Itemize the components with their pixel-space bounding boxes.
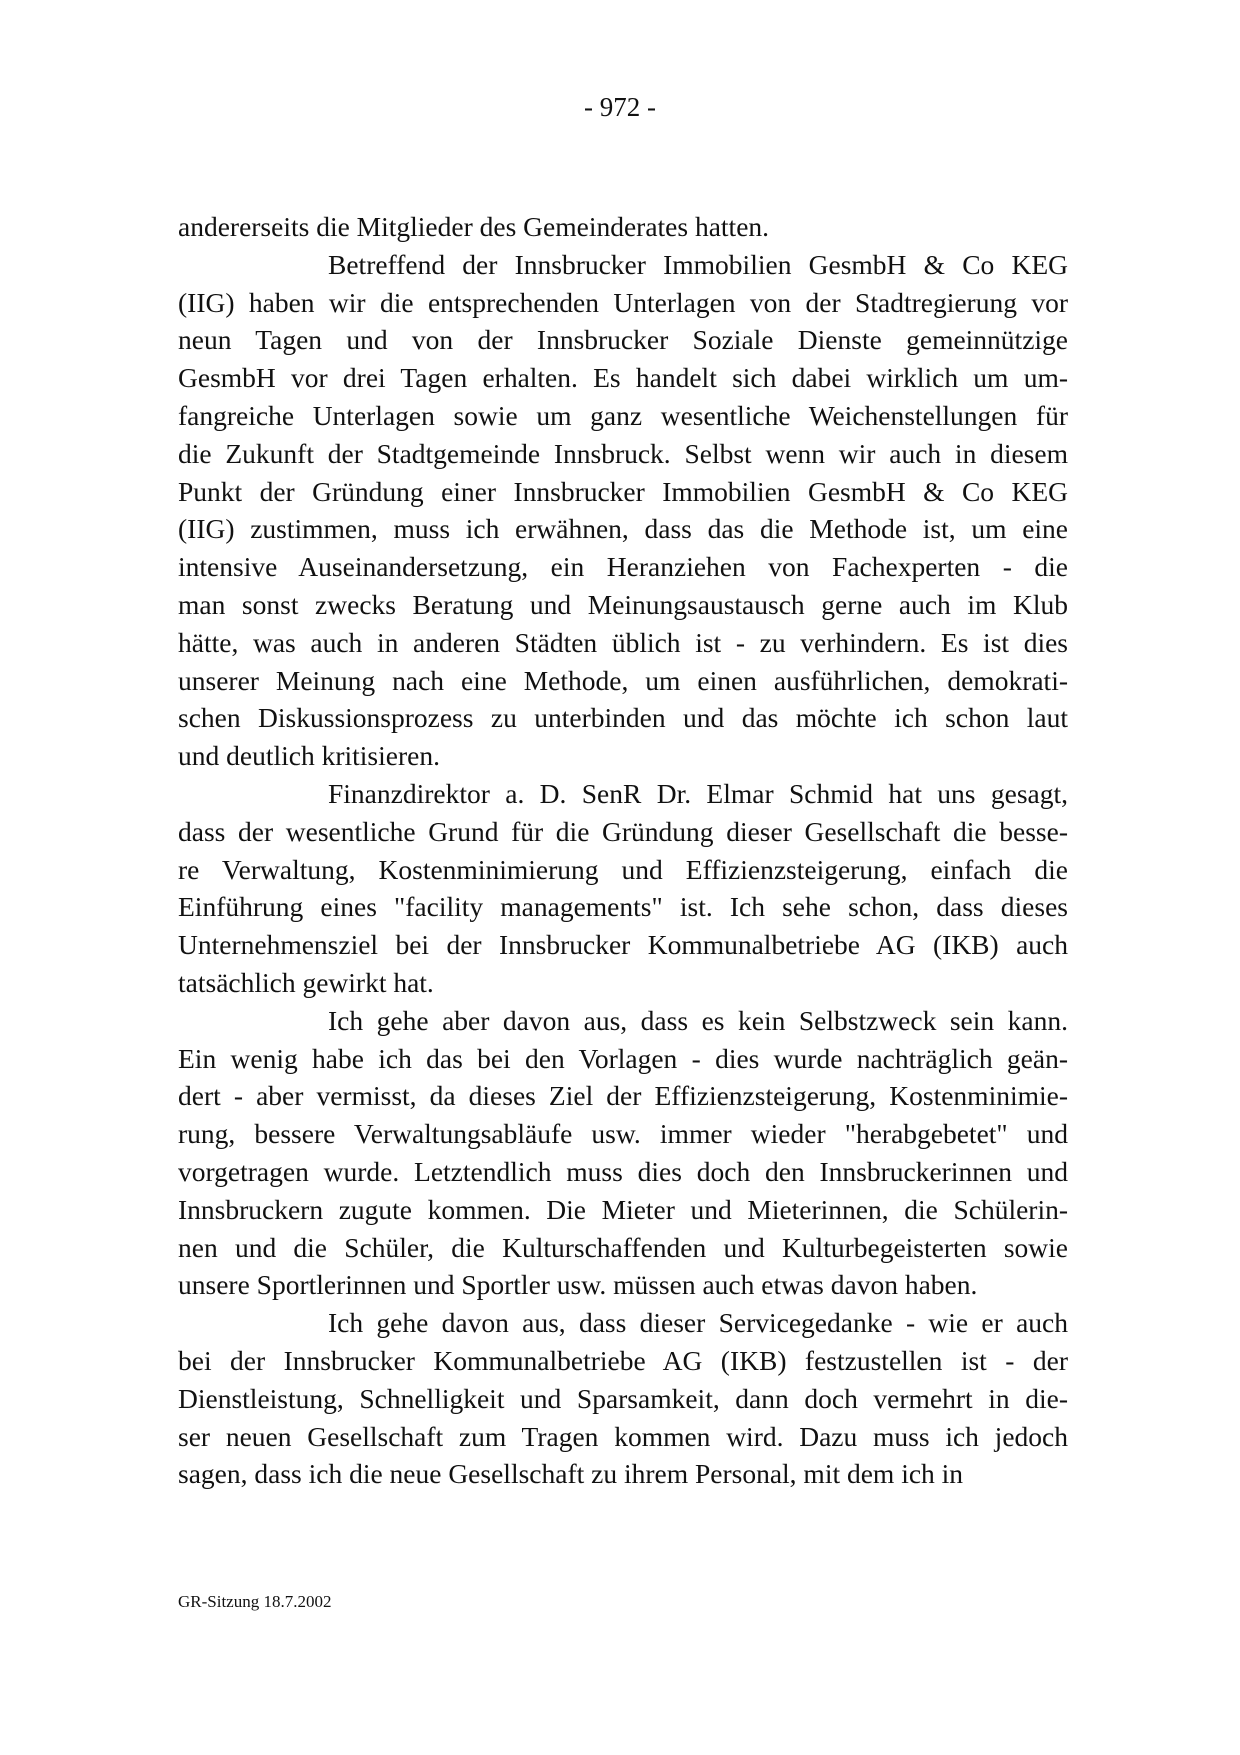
text-line: ser neuen Gesellschaft zum Tragen kommen wird. Dazu muss ich jedoch (178, 1420, 1068, 1452)
text-line: re Verwaltung, Kostenminimierung und Effizienzsteigerung, einfach die (178, 853, 1068, 885)
text-line: Betreffend der Innsbrucker Immobilien GesmbH & Co KEG (328, 248, 1068, 280)
text-line: man sonst zwecks Beratung und Meinungsaustausch gerne auch im Klub (178, 588, 1068, 620)
text-line: GesmbH vor drei Tagen erhalten. Es handelt sich dabei wirklich um um- (178, 362, 1068, 394)
text-line: sagen, dass ich die neue Gesellschaft zu ihrem Personal, mit dem ich in (178, 1458, 964, 1490)
paragraph (178, 1002, 1068, 1304)
footer-session-date: GR-Sitzung 18.7.2002 (178, 1592, 332, 1611)
paragraph (178, 246, 1068, 775)
text-line: rung, bessere Verwaltungsabläufe usw. immer wieder "herabgebetet" und (178, 1118, 1068, 1150)
text-line: intensive Auseinandersetzung, ein Heranziehen von Fachexperten - die (178, 551, 1068, 583)
text-line: schen Diskussionsprozess zu unterbinden und das möchte ich schon laut (178, 702, 1068, 734)
page-number: - 972 - (584, 92, 656, 122)
text-line: Ich gehe aber davon aus, dass es kein Selbstzweck sein kann. (328, 1004, 1068, 1036)
text-line: fangreiche Unterlagen sowie um ganz wesentliche Weichenstellungen für (178, 399, 1068, 431)
text-line: Dienstleistung, Schnelligkeit und Sparsamkeit, dann doch vermehrt in die- (178, 1382, 1068, 1414)
text-line: hätte, was auch in anderen Städten üblich ist - zu verhindern. Es ist dies (178, 626, 1068, 658)
text-line: tatsächlich gewirkt hat. (178, 966, 434, 998)
paragraph (178, 1304, 1068, 1493)
text-line: Innsbruckern zugute kommen. Die Mieter und Mieterinnen, die Schülerin- (178, 1193, 1068, 1225)
text-line: die Zukunft der Stadtgemeinde Innsbruck. Selbst wenn wir auch in diesem (178, 437, 1068, 469)
text-line: Ich gehe davon aus, dass dieser Servicegedanke - wie er auch (328, 1307, 1068, 1339)
text-line: andererseits die Mitglieder des Gemeinderates hatten. (178, 211, 770, 242)
text-line: und deutlich kritisieren. (178, 740, 440, 772)
text-line: Ein wenig habe ich das bei den Vorlagen - dies wurde nachträglich geän- (178, 1042, 1068, 1074)
text-line: Einführung eines "facility managements" ist. Ich sehe schon, dass dieses (178, 891, 1068, 923)
text-line: neun Tagen und von der Innsbrucker Soziale Dienste gemeinnützige (178, 324, 1068, 356)
text-line: (IIG) zustimmen, muss ich erwähnen, dass das die Methode ist, um eine (178, 513, 1068, 545)
body-text (178, 208, 1068, 1493)
text-line: bei der Innsbrucker Kommunalbetriebe AG (IKB) festzustellen ist - der (178, 1344, 1068, 1376)
text-line: unsere Sportlerinnen und Sportler usw. müssen auch etwas davon haben. (178, 1269, 978, 1301)
text-line: dert - aber vermisst, da dieses Ziel der Effizienzsteigerung, Kostenminimie- (178, 1080, 1068, 1112)
paragraph (178, 775, 1068, 1002)
text-line: nen und die Schüler, die Kulturschaffenden und Kulturbegeisterten sowie (178, 1231, 1068, 1263)
text-line: Finanzdirektor a. D. SenR Dr. Elmar Schmid hat uns gesagt, (328, 777, 1068, 809)
text-line: dass der wesentliche Grund für die Gründung dieser Gesellschaft die besse- (178, 815, 1068, 847)
text-line: vorgetragen wurde. Letztendlich muss dies doch den Innsbruckerinnen und (178, 1155, 1068, 1187)
paragraph (178, 208, 1068, 246)
text-line: Unternehmensziel bei der Innsbrucker Kommunalbetriebe AG (IKB) auch (178, 929, 1068, 961)
text-line: unserer Meinung nach eine Methode, um einen ausführlichen, demokrati- (178, 664, 1068, 696)
text-line: (IIG) haben wir die entsprechenden Unterlagen von der Stadtregierung vor (178, 286, 1068, 318)
text-line: Punkt der Gründung einer Innsbrucker Immobilien GesmbH & Co KEG (178, 475, 1068, 507)
